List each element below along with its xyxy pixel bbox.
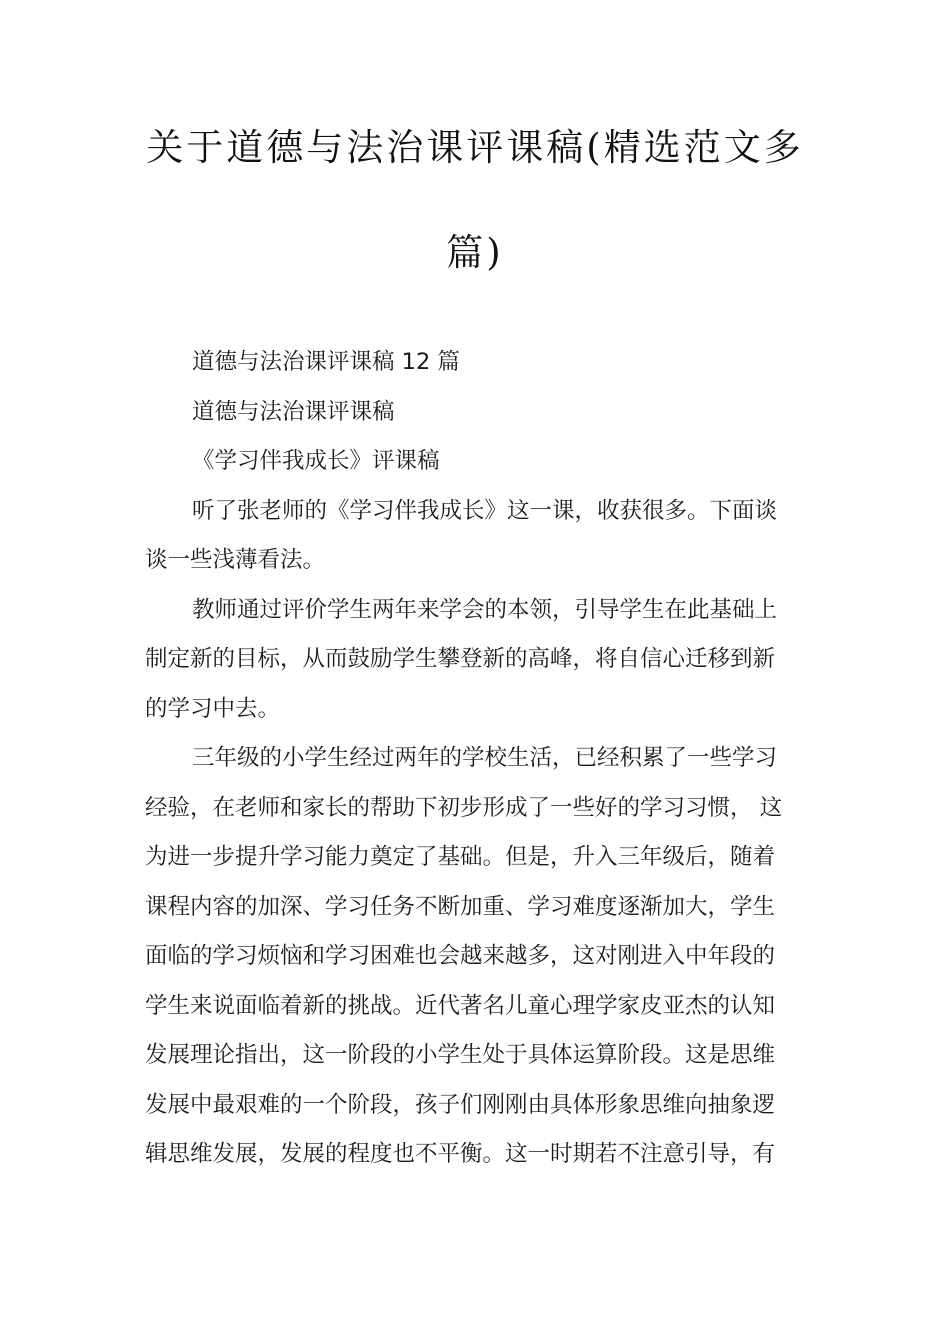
paragraph-line: 三年级的小学生经过两年的学校生活，已经积累了一些学习 <box>192 745 778 771</box>
paragraph <box>145 734 810 1180</box>
paragraph <box>145 586 810 735</box>
document-body <box>145 338 810 1180</box>
paragraph-line: 经验，在老师和家长的帮助下初步形成了一些好的学习习惯， 这 <box>145 794 783 821</box>
document-title-line-1: 关于道德与法治课评课稿(精选范文多 <box>146 126 804 169</box>
paragraph <box>145 487 810 586</box>
paragraph-line: 制定新的目标，从而鼓励学生攀登新的高峰，将自信心迁移到新 <box>145 646 776 672</box>
paragraph-line: 面临的学习烦恼和学习困难也会越来越多，这对刚进入中年段的 <box>145 943 776 969</box>
lesson-title: 《学习伴我成长》评课稿 <box>192 448 440 474</box>
paragraph-line: 发展中最艰难的一个阶段，孩子们刚刚由具体形象思维向抽象逻 <box>145 1091 776 1118</box>
paragraph-line: 发展理论指出，这一阶段的小学生处于具体运算阶段。这是思维 <box>145 1042 776 1068</box>
subtitle: 道德与法治课评课稿 12 篇 <box>192 349 460 375</box>
paragraph-line: 课程内容的加深、学习任务不断加重、学习难度逐渐加大，学生 <box>145 893 776 920</box>
paragraph-line: 的学习中去。 <box>145 695 281 722</box>
paragraph-line: 学生来说面临着新的挑战。近代著名儿童心理学家皮亚杰的认知 <box>145 992 776 1019</box>
document-title-line-2: 篇) <box>446 231 504 274</box>
paragraph-line: 谈一些浅薄看法。 <box>145 547 326 573</box>
paragraph-line: 听了张老师的《学习伴我成长》这一课，收获很多。下面谈 <box>192 497 778 524</box>
section-heading: 道德与法治课评课稿 <box>192 398 395 425</box>
paragraph-line: 教师通过评价学生两年来学会的本领，引导学生在此基础上 <box>192 596 778 623</box>
paragraph-line: 辑思维发展，发展的程度也不平衡。这一时期若不注意引导，有 <box>145 1141 776 1167</box>
paragraph-line: 为进一步提升学习能力奠定了基础。但是，升入三年级后，随着 <box>145 844 776 870</box>
